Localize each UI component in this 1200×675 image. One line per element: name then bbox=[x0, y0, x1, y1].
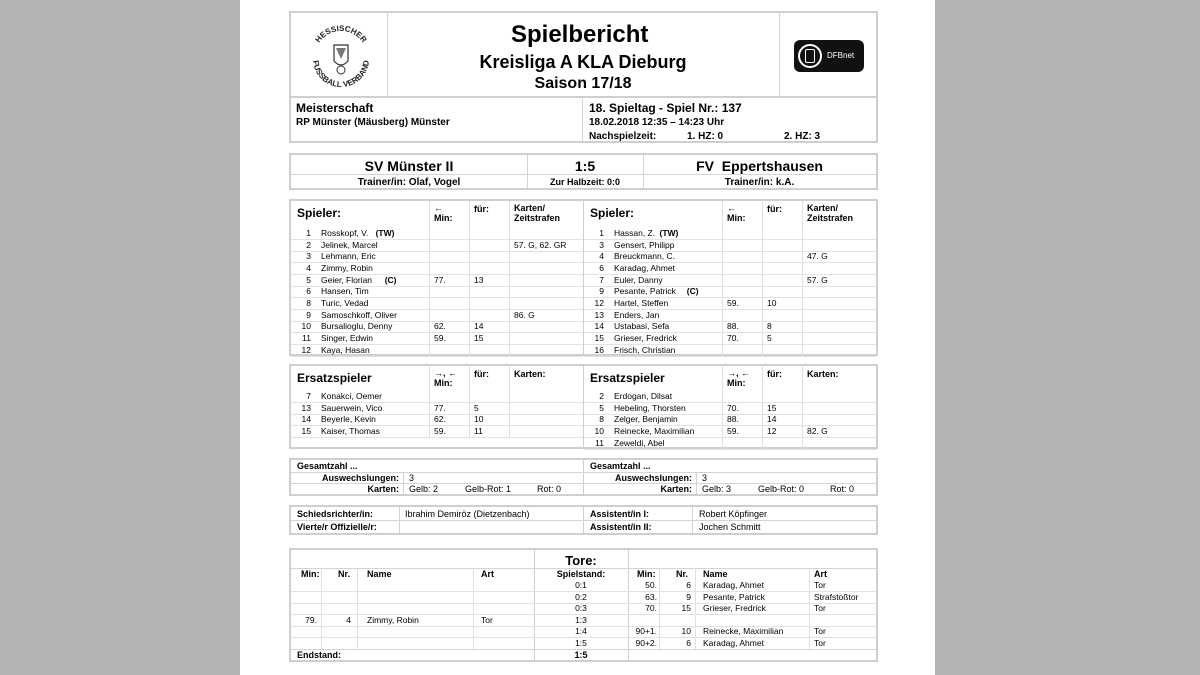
player-min: 59. bbox=[434, 332, 446, 343]
home-team: SV Münster II bbox=[364, 158, 454, 174]
goal-away-name: Grieser, Fredrick bbox=[703, 603, 766, 613]
away-fuer-header: für: bbox=[767, 204, 782, 214]
away-gelb: Gelb: 3 bbox=[702, 484, 732, 494]
goal-score: 1:4 bbox=[575, 626, 587, 636]
player-number: 12 bbox=[594, 297, 604, 308]
player-fuer: 8 bbox=[767, 321, 772, 332]
player-row bbox=[291, 275, 583, 287]
goals-home-name-header: Name bbox=[367, 569, 392, 579]
away-karten-header: Karten/ bbox=[807, 203, 839, 213]
player-number: 7 bbox=[306, 391, 311, 401]
away-lineup bbox=[584, 228, 876, 356]
player-number: 1 bbox=[599, 228, 604, 238]
player-name: Ustabasi, Sefa bbox=[614, 321, 670, 332]
assistant2-label: Assistent/in II: bbox=[590, 522, 652, 532]
player-min: 62. bbox=[434, 414, 446, 425]
player-name: Konakci, Oemer bbox=[321, 391, 382, 401]
assistant2-name: Jochen Schmitt bbox=[699, 522, 761, 532]
goal-away-nr: 10 bbox=[681, 626, 691, 636]
player-name: Hebeling, Thorsten bbox=[614, 402, 686, 413]
player-min: 59. bbox=[434, 425, 446, 436]
player-number: 11 bbox=[595, 437, 604, 448]
player-row bbox=[291, 298, 583, 310]
match-datetime: 18.02.2018 12:35 – 14:23 Uhr bbox=[589, 117, 725, 128]
player-fuer: 13 bbox=[474, 274, 484, 285]
player-name: Rosskopf, V. bbox=[321, 228, 369, 238]
away-auswechslungen-label: Auswechslungen: bbox=[614, 473, 692, 483]
goal-away-art: Tor bbox=[814, 603, 826, 613]
player-number: 2 bbox=[599, 391, 604, 401]
endstand-label: Endstand: bbox=[297, 650, 341, 660]
away-karten-label: Karten: bbox=[660, 484, 692, 494]
goal-score: 0:1 bbox=[575, 580, 587, 590]
goal-away-min: 63. bbox=[645, 591, 657, 602]
goal-away-min: 50. bbox=[645, 580, 657, 590]
goals-away-name-header: Name bbox=[703, 569, 728, 579]
player-number: 14 bbox=[594, 321, 604, 332]
player-tag: (C) bbox=[686, 286, 699, 297]
player-row bbox=[584, 321, 876, 333]
player-number: 10 bbox=[301, 321, 311, 332]
matchday: 18. Spieltag - Spiel Nr.: 137 bbox=[589, 101, 742, 115]
player-name: Hassan, Z. bbox=[614, 228, 656, 238]
goal-away-min: 90+1. bbox=[635, 626, 657, 636]
competition: Meisterschaft bbox=[296, 101, 374, 115]
home-karten-label: Karten: bbox=[367, 484, 399, 494]
player-number: 4 bbox=[599, 251, 604, 262]
goals-title: Tore: bbox=[565, 553, 597, 568]
player-fuer: 10 bbox=[474, 414, 484, 425]
home-totals-title: Gesamtzahl ... bbox=[297, 461, 358, 471]
goal-row bbox=[291, 592, 876, 604]
player-karten: 82. G bbox=[807, 425, 828, 436]
final-score: 1:5 bbox=[574, 158, 596, 174]
home-min-header: Min: bbox=[434, 213, 453, 223]
home-rot: Rot: 0 bbox=[537, 484, 562, 494]
player-number: 6 bbox=[599, 262, 604, 273]
goal-away-art: Tor bbox=[814, 580, 826, 590]
away-min-arrow: ← bbox=[727, 203, 736, 213]
player-number: 7 bbox=[599, 274, 604, 285]
player-row bbox=[291, 403, 583, 415]
player-min: 77. bbox=[434, 402, 446, 413]
home-karten-header: Karten/ bbox=[514, 203, 546, 213]
goals-away-min-header: Min: bbox=[637, 569, 656, 579]
player-row bbox=[584, 240, 876, 252]
nachspielzeit-hz1: 1. HZ: 0 bbox=[687, 131, 724, 142]
player-row bbox=[584, 426, 876, 438]
player-number: 1 bbox=[306, 228, 311, 238]
player-min: 77. bbox=[434, 274, 446, 285]
home-zeitstrafen-header: Zeitstrafen bbox=[514, 213, 561, 223]
goals-home-nr-header: Nr. bbox=[338, 569, 351, 579]
player-row bbox=[291, 240, 583, 252]
player-row bbox=[584, 403, 876, 415]
goals-home-min-header: Min: bbox=[301, 569, 320, 579]
player-number: 8 bbox=[599, 414, 604, 425]
home-subs-list bbox=[291, 391, 583, 449]
player-min: 59. bbox=[727, 297, 739, 308]
referee-label: Schiedsrichter/in: bbox=[297, 509, 374, 519]
player-tag: (TW) bbox=[659, 228, 679, 238]
goal-away-nr: 6 bbox=[686, 580, 691, 590]
goal-score: 1:5 bbox=[575, 637, 587, 648]
home-fuer-header: für: bbox=[474, 204, 489, 214]
player-name: Lehmann, Eric bbox=[321, 251, 376, 262]
officials-box bbox=[289, 505, 878, 535]
player-name: Hartel, Steffen bbox=[614, 297, 669, 308]
player-name: Hansen, Tim bbox=[321, 286, 369, 297]
season-label: Saison 17/18 bbox=[534, 75, 632, 92]
away-subs-arrows: →, ← bbox=[727, 368, 751, 378]
player-row bbox=[584, 438, 876, 450]
player-name: Beyerle, Kevin bbox=[321, 414, 376, 425]
nachspielzeit-hz2: 2. HZ: 3 bbox=[784, 131, 821, 142]
player-row bbox=[291, 321, 583, 333]
player-fuer: 15 bbox=[767, 402, 777, 413]
goal-away-nr: 6 bbox=[686, 637, 691, 648]
player-number: 10 bbox=[594, 425, 604, 436]
player-number: 16 bbox=[594, 344, 604, 355]
player-name: Karadag, Ahmet bbox=[614, 262, 675, 273]
assistant1-label: Assistent/in I: bbox=[590, 509, 650, 519]
player-fuer: 14 bbox=[767, 414, 777, 425]
player-min: 88. bbox=[727, 414, 739, 425]
player-name: Reinecke, Maximilian bbox=[614, 425, 695, 436]
player-min: 70. bbox=[727, 402, 739, 413]
goal-away-art: Tor bbox=[814, 626, 826, 636]
player-tag: (TW) bbox=[375, 228, 395, 238]
player-number: 3 bbox=[306, 251, 311, 262]
home-auswechslungen-label: Auswechslungen: bbox=[321, 473, 399, 483]
player-min: 62. bbox=[434, 321, 446, 332]
player-row bbox=[291, 426, 583, 438]
player-name: Enders, Jan bbox=[614, 309, 660, 320]
player-row bbox=[584, 263, 876, 275]
goal-away-name: Pesante, Patrick bbox=[703, 591, 765, 602]
player-number: 5 bbox=[306, 274, 311, 285]
player-number: 3 bbox=[599, 239, 604, 250]
goal-row bbox=[291, 603, 876, 615]
player-name: Frisch, Christian bbox=[614, 344, 676, 355]
score-box bbox=[289, 153, 878, 190]
player-name: Jelinek, Marcel bbox=[321, 239, 378, 250]
player-name: Gensert, Philipp bbox=[614, 239, 675, 250]
away-subs-karten: Karten: bbox=[807, 369, 839, 379]
goal-away-art: Strafstoßtor bbox=[814, 591, 859, 602]
goal-row bbox=[291, 580, 876, 592]
assistant1-name: Robert Köpfinger bbox=[699, 509, 768, 519]
player-name: Sauerwein, Vico bbox=[321, 402, 383, 413]
player-row bbox=[584, 298, 876, 310]
player-row bbox=[291, 228, 583, 240]
player-karten: 57. G, 62. GR bbox=[514, 239, 567, 250]
player-number: 9 bbox=[599, 286, 604, 297]
goal-row bbox=[291, 615, 876, 627]
away-gelbrot: Gelb-Rot: 0 bbox=[758, 484, 805, 494]
player-number: 5 bbox=[599, 402, 604, 413]
player-name: Breuckmann, C. bbox=[614, 251, 675, 262]
away-subs-min: Min: bbox=[727, 378, 746, 388]
goal-away-nr: 9 bbox=[686, 591, 691, 602]
away-subs-fuer: für: bbox=[767, 369, 782, 379]
player-row bbox=[584, 333, 876, 345]
player-fuer: 5 bbox=[767, 332, 772, 343]
player-row bbox=[584, 345, 876, 357]
endstand-value: 1:5 bbox=[574, 650, 588, 660]
venue: RP Münster (Mäusberg) Münster bbox=[296, 117, 450, 128]
goal-away-name: Reinecke, Maximilian bbox=[703, 626, 784, 636]
goal-away-name: Karadag, Ahmet bbox=[703, 637, 764, 648]
player-name: Zimmy, Robin bbox=[321, 262, 373, 273]
player-karten: 47. G bbox=[807, 251, 828, 262]
home-spieler-header: Spieler: bbox=[297, 206, 342, 220]
away-trainer: Trainer/in: k.A. bbox=[724, 177, 795, 188]
player-row bbox=[291, 310, 583, 322]
player-name: Turic, Vedad bbox=[321, 297, 369, 308]
home-subs-fuer: für: bbox=[474, 369, 489, 379]
away-rot: Rot: 0 bbox=[830, 484, 855, 494]
player-row bbox=[291, 345, 583, 357]
away-team: FV Eppertshausen bbox=[696, 158, 823, 174]
player-fuer: 12 bbox=[767, 425, 777, 436]
dfbnet-logo-text: DFBnet bbox=[827, 51, 855, 60]
halftime-score: Zur Halbzeit: 0:0 bbox=[549, 177, 620, 187]
goal-rows bbox=[291, 580, 876, 650]
player-name: Euler, Danny bbox=[614, 274, 663, 285]
player-name: Zelger, Benjamin bbox=[614, 414, 678, 425]
player-name: Kaya, Hasan bbox=[321, 344, 370, 355]
hfv-logo bbox=[305, 19, 377, 91]
player-name: Singer, Edwin bbox=[321, 332, 373, 343]
player-row bbox=[291, 263, 583, 275]
player-name: Bursalioglu, Denny bbox=[321, 321, 393, 332]
goals-away-art-header: Art bbox=[814, 569, 827, 579]
home-subs-arrows: →, ← bbox=[434, 368, 458, 378]
player-number: 11 bbox=[302, 332, 311, 343]
player-number: 8 bbox=[306, 297, 311, 308]
player-fuer: 5 bbox=[474, 402, 479, 413]
player-karten: 86. G bbox=[514, 309, 535, 320]
player-row bbox=[584, 414, 876, 426]
player-number: 2 bbox=[306, 239, 311, 250]
referee-name: Ibrahim Demiröz (Dietzenbach) bbox=[405, 509, 530, 519]
nachspielzeit-label: Nachspielzeit: bbox=[589, 131, 657, 142]
player-row bbox=[584, 251, 876, 263]
goal-home-min: 79. bbox=[305, 614, 317, 625]
svg-text:HESSISCHER: HESSISCHER bbox=[313, 23, 369, 45]
svg-text:FUSSBALL VERBAND: FUSSBALL VERBAND bbox=[310, 59, 372, 90]
player-number: 14 bbox=[301, 414, 311, 425]
away-spieler-header: Spieler: bbox=[590, 206, 635, 220]
home-trainer: Trainer/in: Olaf, Vogel bbox=[357, 177, 461, 188]
player-min: 59. bbox=[727, 425, 739, 436]
away-zeitstrafen-header: Zeitstrafen bbox=[807, 213, 854, 223]
player-name: Geier, Florian bbox=[321, 274, 373, 285]
player-row bbox=[584, 310, 876, 322]
goal-away-art: Tor bbox=[814, 637, 826, 648]
home-subs-min: Min: bbox=[434, 378, 453, 388]
fourth-official-label: Vierte/r Offizielle/r: bbox=[297, 522, 377, 532]
away-auswechslungen-value: 3 bbox=[702, 473, 708, 483]
player-fuer: 10 bbox=[767, 297, 777, 308]
player-fuer: 11 bbox=[474, 425, 483, 436]
home-lineup bbox=[291, 228, 583, 356]
player-name: Samoschkoff, Oliver bbox=[321, 309, 397, 320]
report-page bbox=[240, 0, 935, 675]
goal-score: 0:3 bbox=[575, 603, 587, 613]
goals-home-art-header: Art bbox=[481, 569, 494, 579]
away-subs-list bbox=[584, 391, 876, 449]
player-number: 9 bbox=[306, 309, 311, 320]
goal-away-name: Karadag, Ahmet bbox=[703, 580, 764, 590]
goal-home-nr: 4 bbox=[346, 614, 351, 625]
goal-home-art: Tor bbox=[481, 614, 493, 625]
goal-score: 0:2 bbox=[575, 591, 587, 602]
lineup-box bbox=[289, 199, 878, 356]
goal-row bbox=[291, 626, 876, 638]
player-number: 13 bbox=[594, 309, 604, 320]
totals-box bbox=[289, 458, 878, 496]
player-number: 6 bbox=[306, 286, 311, 297]
dfbnet-logo bbox=[794, 40, 864, 72]
player-number: 15 bbox=[594, 332, 604, 343]
home-subs-karten: Karten: bbox=[514, 369, 546, 379]
away-subs-header: Ersatzspieler bbox=[590, 371, 665, 385]
spielstand-header: Spielstand: bbox=[556, 569, 606, 579]
goal-away-nr: 15 bbox=[681, 603, 691, 613]
player-fuer: 14 bbox=[474, 321, 484, 332]
player-row bbox=[584, 286, 876, 298]
home-gelbrot: Gelb-Rot: 1 bbox=[465, 484, 512, 494]
home-subs-header: Ersatzspieler bbox=[297, 371, 372, 385]
goal-away-min: 90+2. bbox=[635, 637, 657, 648]
player-row bbox=[584, 391, 876, 403]
player-fuer: 15 bbox=[474, 332, 484, 343]
goals-box bbox=[289, 548, 878, 662]
goal-home-name: Zimmy, Robin bbox=[367, 614, 419, 625]
player-row bbox=[291, 414, 583, 426]
home-auswechslungen-value: 3 bbox=[409, 473, 415, 483]
player-name: Kaiser, Thomas bbox=[321, 425, 380, 436]
player-name: Grieser, Fredrick bbox=[614, 332, 677, 343]
player-row bbox=[584, 228, 876, 240]
away-totals-title: Gesamtzahl ... bbox=[590, 461, 651, 471]
player-karten: 57. G bbox=[807, 274, 828, 285]
player-row bbox=[291, 391, 583, 403]
player-name: Erdogan, Dilsat bbox=[614, 391, 673, 401]
player-number: 4 bbox=[306, 262, 311, 273]
player-row bbox=[291, 333, 583, 345]
home-min-arrow: ← bbox=[434, 203, 443, 213]
player-number: 15 bbox=[301, 425, 311, 436]
league-name: Kreisliga A KLA Dieburg bbox=[479, 52, 687, 72]
player-row bbox=[291, 286, 583, 298]
player-number: 12 bbox=[301, 344, 311, 355]
player-row bbox=[291, 251, 583, 263]
player-row bbox=[584, 275, 876, 287]
goal-away-min: 70. bbox=[645, 603, 657, 613]
player-number: 13 bbox=[301, 402, 311, 413]
goals-away-nr-header: Nr. bbox=[676, 569, 689, 579]
player-name: Zeweldi, Abel bbox=[614, 437, 665, 448]
subs-box bbox=[289, 364, 878, 449]
home-gelb: Gelb: 2 bbox=[409, 484, 439, 494]
player-tag: (C) bbox=[384, 274, 397, 285]
goal-score: 1:3 bbox=[575, 614, 587, 625]
match-info-box bbox=[289, 96, 878, 143]
header-box bbox=[289, 11, 878, 99]
goal-row bbox=[291, 638, 876, 650]
player-name: Pesante, Patrick bbox=[614, 286, 676, 297]
player-min: 70. bbox=[727, 332, 739, 343]
report-title: Spielbericht bbox=[511, 21, 649, 48]
away-min-header: Min: bbox=[727, 213, 746, 223]
player-min: 88. bbox=[727, 321, 739, 332]
